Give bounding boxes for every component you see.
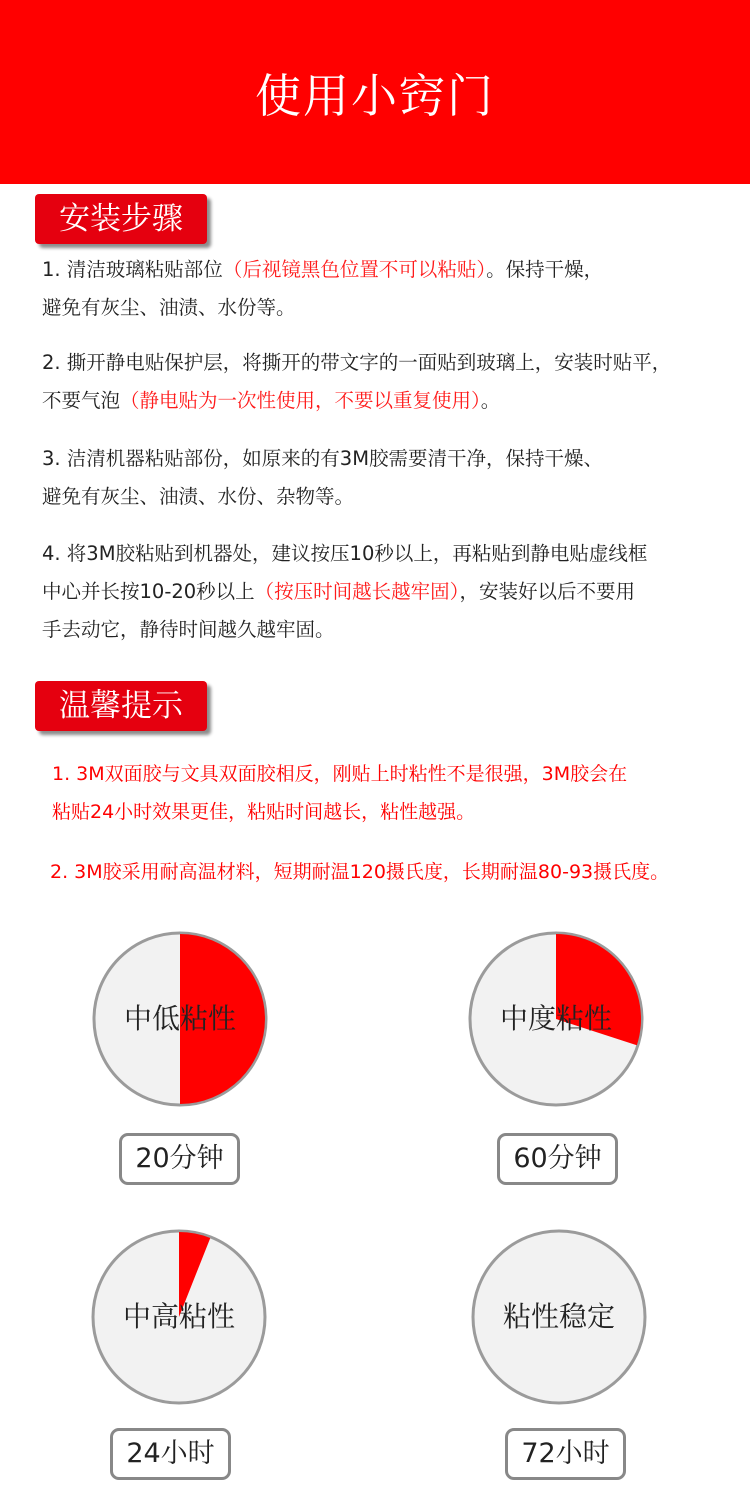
step-1-line-2: 避免有灰尘、油渍、水份等。 [42, 296, 296, 319]
install-step-1 [42, 251, 722, 327]
step-2-text-end: 。 [480, 389, 501, 412]
tip-2: 2. 3M胶采用耐高温材料，短期耐温120摄氏度，长期耐温80-93摄氏度。 [50, 861, 670, 883]
gauge-stable-tack [471, 1229, 647, 1405]
install-step-2 [42, 344, 722, 420]
step-4-line-3: 手去动它，静待时间越久越牢固。 [42, 618, 335, 641]
header-banner [0, 0, 750, 184]
page-title: 使用小窍门 [255, 69, 495, 123]
step-1-text: 1. 清洁玻璃粘贴部位 [42, 258, 223, 281]
gauge-label: 中低粘性 [123, 1002, 236, 1035]
step-2-line-1: 2. 撕开静电贴保护层，将撕开的带文字的一面贴到玻璃上，安装时贴平， [42, 351, 672, 374]
step-4-warning: （按压时间越长越牢固） [254, 580, 460, 603]
gauge-medium-tack [468, 931, 644, 1107]
gauge-label: 中高粘性 [122, 1300, 235, 1333]
step-1-text-end: 。保持干燥， [486, 258, 604, 281]
step-1-warning: （后视镜黑色位置不可以粘贴） [222, 258, 487, 281]
time-badge-20min: 20分钟 [119, 1133, 240, 1185]
step-2-line-2 [42, 382, 722, 420]
gauge-label: 粘性稳定 [502, 1300, 615, 1333]
step-4-text-end: ，安装好以后不要用 [459, 580, 635, 603]
time-badge-72h: 72小时 [505, 1428, 626, 1480]
step-2-warning: （静电贴为一次性使用，不要以重复使用） [120, 389, 481, 412]
step-4-text: 中心并长按10-20秒以上 [42, 580, 255, 603]
step-4-line-2 [42, 573, 722, 611]
step-4-line-1: 4. 将3M胶粘贴到机器处，建议按压10秒以上，再粘贴到静电贴虚线框 [42, 542, 648, 565]
time-badge-60min: 60分钟 [497, 1133, 618, 1185]
gauge-medium-high-tack [91, 1229, 267, 1405]
step-1-line-1 [42, 251, 722, 289]
tip-1 [52, 755, 742, 831]
install-step-4 [42, 535, 722, 649]
install-heading: 安装步骤 [35, 194, 207, 244]
step-2-text: 不要气泡 [42, 389, 121, 412]
step-3-line-2: 避免有灰尘、油渍、水份、杂物等。 [42, 485, 355, 508]
gauge-low-tack [92, 931, 268, 1107]
tip-1-line-1: 1. 3M双面胶与文具双面胶相反，刚贴上时粘性不是很强，3M胶会在 [52, 763, 628, 785]
tip-1-line-2: 粘贴24小时效果更佳，粘贴时间越长，粘性越强。 [52, 801, 476, 823]
install-step-3 [42, 440, 722, 516]
time-badge-24h: 24小时 [110, 1428, 231, 1480]
gauge-label: 中度粘性 [499, 1002, 612, 1035]
step-3-line-1: 3. 洁清机器粘贴部份，如原来的有3M胶需要清干净，保持干燥、 [42, 447, 604, 470]
tips-heading: 温馨提示 [35, 681, 207, 731]
